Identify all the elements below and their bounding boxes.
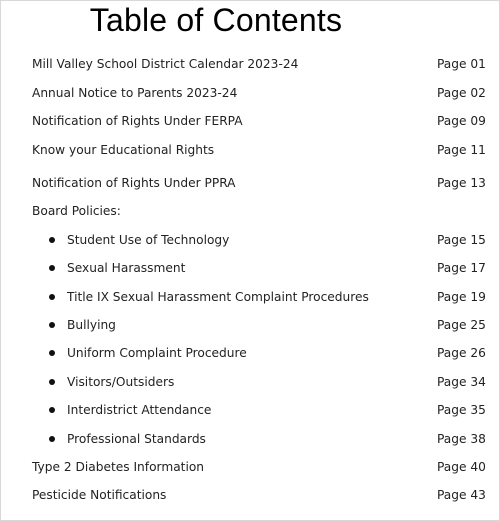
bullet-icon — [49, 322, 55, 328]
toc-entry — [1, 140, 500, 160]
toc-subentry — [1, 429, 500, 449]
toc-entry-page: Page 02 — [437, 86, 486, 100]
toc-entry-label: Notification of Rights Under FERPA — [32, 114, 243, 128]
toc-entry-page: Page 40 — [437, 460, 486, 474]
toc-entry-label: Notification of Rights Under PPRA — [32, 176, 236, 190]
toc-entry-label: Professional Standards — [67, 432, 206, 446]
toc-entry — [1, 54, 500, 74]
toc-entry-page: Page 09 — [437, 114, 486, 128]
toc-subentry — [1, 287, 500, 307]
toc-entry-label: Know your Educational Rights — [32, 143, 215, 157]
bullet-icon — [49, 265, 55, 271]
toc-entry-page: Page 01 — [437, 57, 486, 71]
toc-subentry — [1, 230, 500, 250]
toc-entry-label: Interdistrict Attendance — [67, 403, 212, 417]
toc-section-label: Board Policies: — [32, 204, 121, 218]
toc-entry-label: Student Use of Technology — [67, 233, 230, 247]
toc-entry — [1, 457, 500, 477]
toc-entry-page: Page 35 — [437, 403, 486, 417]
toc-entry-label: Annual Notice to Parents 2023-24 — [32, 86, 238, 100]
toc-entry-page: Page 13 — [437, 176, 486, 190]
toc-entry-page: Page 43 — [437, 488, 486, 502]
toc-subentry — [1, 400, 500, 420]
bullet-icon — [49, 407, 55, 413]
toc-subentry — [1, 343, 500, 363]
toc-entry-label: Mill Valley School District Calendar 2023-24 — [32, 57, 299, 71]
toc-entry-page: Page 17 — [437, 261, 486, 275]
toc-entry — [1, 111, 500, 131]
toc-subentry — [1, 315, 500, 335]
bullet-icon — [49, 350, 55, 356]
toc-entry-label: Title IX Sexual Harassment Complaint Procedures — [67, 290, 369, 304]
bullet-icon — [49, 379, 55, 385]
toc-entry-label: Uniform Complaint Procedure — [67, 346, 247, 360]
toc-entry-page: Page 38 — [437, 432, 486, 446]
toc-entry-page: Page 11 — [437, 143, 486, 157]
toc-entry-page: Page 19 — [437, 290, 486, 304]
toc-entry-page: Page 34 — [437, 375, 486, 389]
toc-subentry — [1, 258, 500, 278]
bullet-icon — [49, 436, 55, 442]
toc-section-heading — [1, 201, 500, 221]
toc-entry-label: Sexual Harassment — [67, 261, 186, 275]
bullet-icon — [49, 237, 55, 243]
toc-entry-page: Page 15 — [437, 233, 486, 247]
toc-entry-page: Page 26 — [437, 346, 486, 360]
toc-entry — [1, 173, 500, 193]
toc-entry-label: Type 2 Diabetes Information — [32, 460, 205, 474]
bullet-icon — [49, 294, 55, 300]
toc-entry-label: Pesticide Notifications — [32, 488, 167, 502]
toc-subentry — [1, 372, 500, 392]
toc-entry — [1, 83, 500, 103]
toc-entry-page: Page 25 — [437, 318, 486, 332]
page-title: Table of Contents — [89, 2, 343, 38]
toc-entry-label: Bullying — [67, 318, 116, 332]
toc-entry — [1, 485, 500, 505]
toc-entry-label: Visitors/Outsiders — [67, 375, 175, 389]
